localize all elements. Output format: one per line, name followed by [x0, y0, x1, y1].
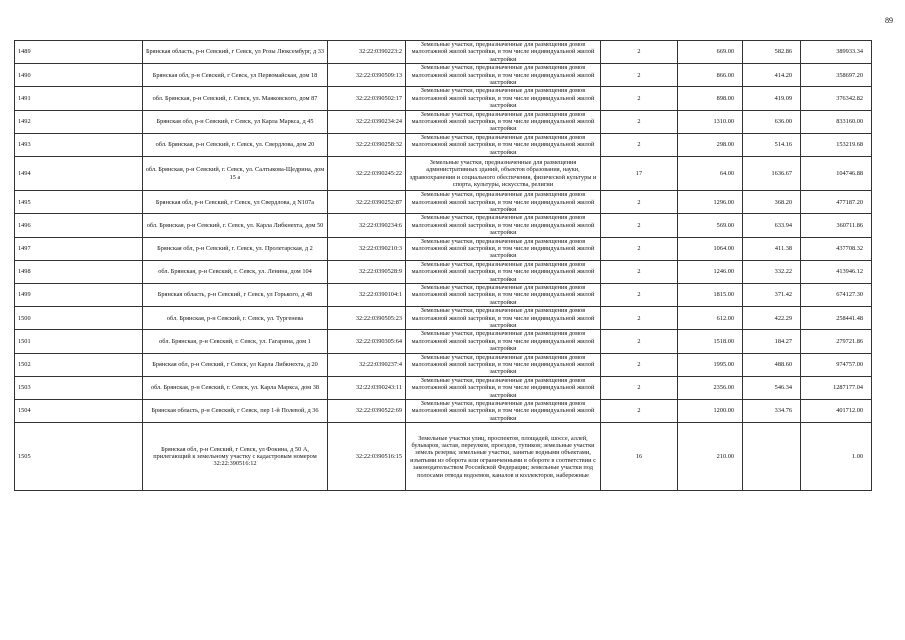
cadastral-value-cell: 1287177.04: [801, 376, 872, 399]
area-cell: 1518.00: [678, 330, 743, 353]
land-use-cell: Земельные участки улиц, проспектов, площадей, шоссе, аллей, бульваров, застав, переулков, проездов, тупиков; земельные участки земель резерва; земельные участки, занятые водными объектами, изъятыми из оборота или ограниченными в обороте в соответствии с законодательством Российской Федерации; земельные участки под полосами отвода водоемов, каналов и коллекторов, набережные: [406, 423, 601, 491]
cadastral-number-cell: 32:22:0390509:13: [328, 64, 406, 87]
row-number: 1489: [15, 41, 143, 64]
row-number: 1495: [15, 191, 143, 214]
group-cell: 2: [601, 41, 678, 64]
table-row: [15, 214, 872, 237]
area-cell: 612.00: [678, 307, 743, 330]
cadastral-value-cell: 674127.30: [801, 283, 872, 306]
table-row: [15, 330, 872, 353]
area-cell: 569.00: [678, 214, 743, 237]
land-use-cell: Земельные участки, предназначенные для размещения домов малоэтажной жилой застройки, в том числе индивидуальной жилой застройки: [406, 376, 601, 399]
page-number: 89: [885, 16, 893, 25]
cadastral-number-cell: 32:22:0390104:1: [328, 283, 406, 306]
specific-value-cell: 419.09: [743, 87, 801, 110]
area-cell: 2356.00: [678, 376, 743, 399]
cadastral-value-cell: 413946.12: [801, 260, 872, 283]
specific-value-cell: 371.42: [743, 283, 801, 306]
row-number: 1504: [15, 400, 143, 423]
group-cell: 2: [601, 353, 678, 376]
cadastral-value-cell: 376342.82: [801, 87, 872, 110]
land-use-cell: Земельные участки, предназначенные для размещения домов малоэтажной жилой застройки, в том числе индивидуальной жилой застройки: [406, 283, 601, 306]
group-cell: 2: [601, 400, 678, 423]
cadastral-number-cell: 32:22:0390502:17: [328, 87, 406, 110]
land-registry-table: [14, 40, 872, 491]
cadastral-value-cell: 360711.86: [801, 214, 872, 237]
cadastral-number-cell: 32:22:0390516:15: [328, 423, 406, 491]
land-use-cell: Земельные участки, предназначенные для размещения домов малоэтажной жилой застройки, в том числе индивидуальной жилой застройки: [406, 191, 601, 214]
table-row: [15, 41, 872, 64]
land-use-cell: Земельные участки, предназначенные для размещения домов малоэтажной жилой застройки, в том числе индивидуальной жилой застройки: [406, 400, 601, 423]
land-use-cell: Земельные участки, предназначенные для размещения домов малоэтажной жилой застройки, в том числе индивидуальной жилой застройки: [406, 307, 601, 330]
cadastral-value-cell: 389933.34: [801, 41, 872, 64]
group-cell: 2: [601, 110, 678, 133]
address-cell: обл. Брянская, р-н Севский, г. Севск, ул. Карла Маркса, дом 38: [143, 376, 328, 399]
cadastral-number-cell: 32:22:0390258:32: [328, 133, 406, 156]
row-number: 1500: [15, 307, 143, 330]
area-cell: 298.00: [678, 133, 743, 156]
address-cell: обл. Брянская, р-н Севский, г. Севск, ул. Гагарина, дом 1: [143, 330, 328, 353]
group-cell: 2: [601, 260, 678, 283]
table-row: [15, 157, 872, 191]
table-row: [15, 283, 872, 306]
cadastral-number-cell: 32:22:0390237:4: [328, 353, 406, 376]
row-number: 1499: [15, 283, 143, 306]
specific-value-cell: 184.27: [743, 330, 801, 353]
land-use-cell: Земельные участки, предназначенные для размещения домов малоэтажной жилой застройки, в том числе индивидуальной жилой застройки: [406, 237, 601, 260]
area-cell: 1296.00: [678, 191, 743, 214]
cadastral-number-cell: 32:22:0390210:3: [328, 237, 406, 260]
address-cell: Брянская обл, р-н Севский, г Севск, ул Первомайская, дом 18: [143, 64, 328, 87]
table-row: [15, 110, 872, 133]
cadastral-number-cell: 32:22:0390252:87: [328, 191, 406, 214]
table-row: [15, 307, 872, 330]
specific-value-cell: 368.20: [743, 191, 801, 214]
row-number: 1497: [15, 237, 143, 260]
cadastral-value-cell: 153219.68: [801, 133, 872, 156]
area-cell: 1310.00: [678, 110, 743, 133]
cadastral-value-cell: 437708.32: [801, 237, 872, 260]
group-cell: 2: [601, 133, 678, 156]
area-cell: 898.00: [678, 87, 743, 110]
cadastral-number-cell: 32:22:0390234:6: [328, 214, 406, 237]
land-use-cell: Земельные участки, предназначенные для размещения домов малоэтажной жилой застройки, в том числе индивидуальной жилой застройки: [406, 41, 601, 64]
area-cell: 1815.00: [678, 283, 743, 306]
cadastral-value-cell: 258441.48: [801, 307, 872, 330]
land-use-cell: Земельные участки, предназначенные для размещения домов малоэтажной жилой застройки, в том числе индивидуальной жилой застройки: [406, 260, 601, 283]
cadastral-value-cell: 974757.00: [801, 353, 872, 376]
cadastral-value-cell: 279721.86: [801, 330, 872, 353]
cadastral-number-cell: 32:22:0390245:22: [328, 157, 406, 191]
specific-value-cell: 633.94: [743, 214, 801, 237]
land-use-cell: Земельные участки, предназначенные для размещения домов малоэтажной жилой застройки, в том числе индивидуальной жилой застройки: [406, 133, 601, 156]
address-cell: Брянская область, р-н Севский, г Севск, ул Розы Люксембург, д 33: [143, 41, 328, 64]
cadastral-number-cell: 32:22:0390528:9: [328, 260, 406, 283]
address-cell: обл. Брянская, р-н Севский, г. Севск, ул. Салтыкова-Щедрина, дом 15 а: [143, 157, 328, 191]
area-cell: 1246.00: [678, 260, 743, 283]
group-cell: 2: [601, 237, 678, 260]
table-row: [15, 400, 872, 423]
row-number: 1493: [15, 133, 143, 156]
address-cell: Брянская обл, р-н Севский, г. Севск, ул. Пролетарская, д 2: [143, 237, 328, 260]
cadastral-number-cell: 32:22:0390305:64: [328, 330, 406, 353]
cadastral-number-cell: 32:22:0390505:23: [328, 307, 406, 330]
group-cell: 2: [601, 191, 678, 214]
specific-value-cell: 411.38: [743, 237, 801, 260]
row-number: 1494: [15, 157, 143, 191]
group-cell: 2: [601, 64, 678, 87]
row-number: 1503: [15, 376, 143, 399]
cadastral-number-cell: 32:22:0390522:69: [328, 400, 406, 423]
cadastral-number-cell: 32:22:0390234:24: [328, 110, 406, 133]
address-cell: Брянская обл, р-н Севский, г Севск, ул Карла Либкнехта, д 20: [143, 353, 328, 376]
cadastral-number-cell: 32:22:0390243:11: [328, 376, 406, 399]
group-cell: 2: [601, 307, 678, 330]
specific-value-cell: 334.76: [743, 400, 801, 423]
table-row: [15, 376, 872, 399]
land-use-cell: Земельные участки, предназначенные для размещения административных зданий, объектов образования, науки, здравоохранения и социального обеспечения, физической культуры и спорта, культуры, искусства, религии: [406, 157, 601, 191]
table-row: [15, 191, 872, 214]
area-cell: 1200.00: [678, 400, 743, 423]
land-use-cell: Земельные участки, предназначенные для размещения домов малоэтажной жилой застройки, в том числе индивидуальной жилой застройки: [406, 214, 601, 237]
group-cell: 16: [601, 423, 678, 491]
row-number: 1496: [15, 214, 143, 237]
group-cell: 2: [601, 283, 678, 306]
address-cell: Брянская обл, р-н Севский, г Севск, ул Карла Маркса, д 45: [143, 110, 328, 133]
specific-value-cell: 332.22: [743, 260, 801, 283]
specific-value-cell: [743, 423, 801, 491]
land-use-cell: Земельные участки, предназначенные для размещения домов малоэтажной жилой застройки, в том числе индивидуальной жилой застройки: [406, 87, 601, 110]
row-number: 1498: [15, 260, 143, 283]
group-cell: 2: [601, 214, 678, 237]
address-cell: обл. Брянская, р-н Севский, г. Севск, ул. Ленина, дом 104: [143, 260, 328, 283]
specific-value-cell: 546.34: [743, 376, 801, 399]
address-cell: обл. Брянская, р-н Севский, г. Севск, ул. Свердлова, дом 20: [143, 133, 328, 156]
address-cell: Брянская обл, р-н Севский, г Севск, ул Свердлова, д N107а: [143, 191, 328, 214]
specific-value-cell: 414.20: [743, 64, 801, 87]
row-number: 1501: [15, 330, 143, 353]
specific-value-cell: 1636.67: [743, 157, 801, 191]
cadastral-value-cell: 358697.20: [801, 64, 872, 87]
cadastral-value-cell: 401712.00: [801, 400, 872, 423]
cadastral-value-cell: 477187.20: [801, 191, 872, 214]
table-row: [15, 237, 872, 260]
address-cell: Брянская обл, р-н Севский, г Севск, ул Фокина, д 50 А, прилегающий к земельному участку с кадастровым номером 32:22:390516:12: [143, 423, 328, 491]
table-row: [15, 423, 872, 491]
table-row: [15, 87, 872, 110]
row-number: 1490: [15, 64, 143, 87]
specific-value-cell: 582.86: [743, 41, 801, 64]
row-number: 1502: [15, 353, 143, 376]
area-cell: 1064.00: [678, 237, 743, 260]
cadastral-value-cell: 104746.88: [801, 157, 872, 191]
address-cell: обл. Брянская, р-н Севский, г. Севск, ул. Карла Либкнехта, дом 50: [143, 214, 328, 237]
land-use-cell: Земельные участки, предназначенные для размещения домов малоэтажной жилой застройки, в том числе индивидуальной жилой застройки: [406, 330, 601, 353]
area-cell: 866.00: [678, 64, 743, 87]
group-cell: 2: [601, 87, 678, 110]
area-cell: 210.00: [678, 423, 743, 491]
group-cell: 17: [601, 157, 678, 191]
group-cell: 2: [601, 330, 678, 353]
specific-value-cell: 514.16: [743, 133, 801, 156]
area-cell: 1995.00: [678, 353, 743, 376]
land-use-cell: Земельные участки, предназначенные для размещения домов малоэтажной жилой застройки, в том числе индивидуальной жилой застройки: [406, 110, 601, 133]
group-cell: 2: [601, 376, 678, 399]
cadastral-value-cell: 1.00: [801, 423, 872, 491]
address-cell: Брянская область, р-н Севский, г Севск, пер 1-й Полевой, д 36: [143, 400, 328, 423]
land-use-cell: Земельные участки, предназначенные для размещения домов малоэтажной жилой застройки, в том числе индивидуальной жилой застройки: [406, 353, 601, 376]
specific-value-cell: 488.60: [743, 353, 801, 376]
address-cell: обл. Брянская, р-н Севский, г. Севск, ул. Тургенева: [143, 307, 328, 330]
cadastral-number-cell: 32:22:0390223:2: [328, 41, 406, 64]
table-row: [15, 260, 872, 283]
address-cell: Брянская область, р-н Севский, г Севск, ул Горького, д 48: [143, 283, 328, 306]
row-number: 1505: [15, 423, 143, 491]
row-number: 1491: [15, 87, 143, 110]
area-cell: 64.00: [678, 157, 743, 191]
area-cell: 669.00: [678, 41, 743, 64]
table-row: [15, 133, 872, 156]
table-row: [15, 353, 872, 376]
cadastral-value-cell: 833160.00: [801, 110, 872, 133]
address-cell: обл. Брянская, р-н Севский, г. Севск, ул. Маяковского, дом 87: [143, 87, 328, 110]
specific-value-cell: 422.29: [743, 307, 801, 330]
land-use-cell: Земельные участки, предназначенные для размещения домов малоэтажной жилой застройки, в том числе индивидуальной жилой застройки: [406, 64, 601, 87]
row-number: 1492: [15, 110, 143, 133]
specific-value-cell: 636.00: [743, 110, 801, 133]
table-row: [15, 64, 872, 87]
